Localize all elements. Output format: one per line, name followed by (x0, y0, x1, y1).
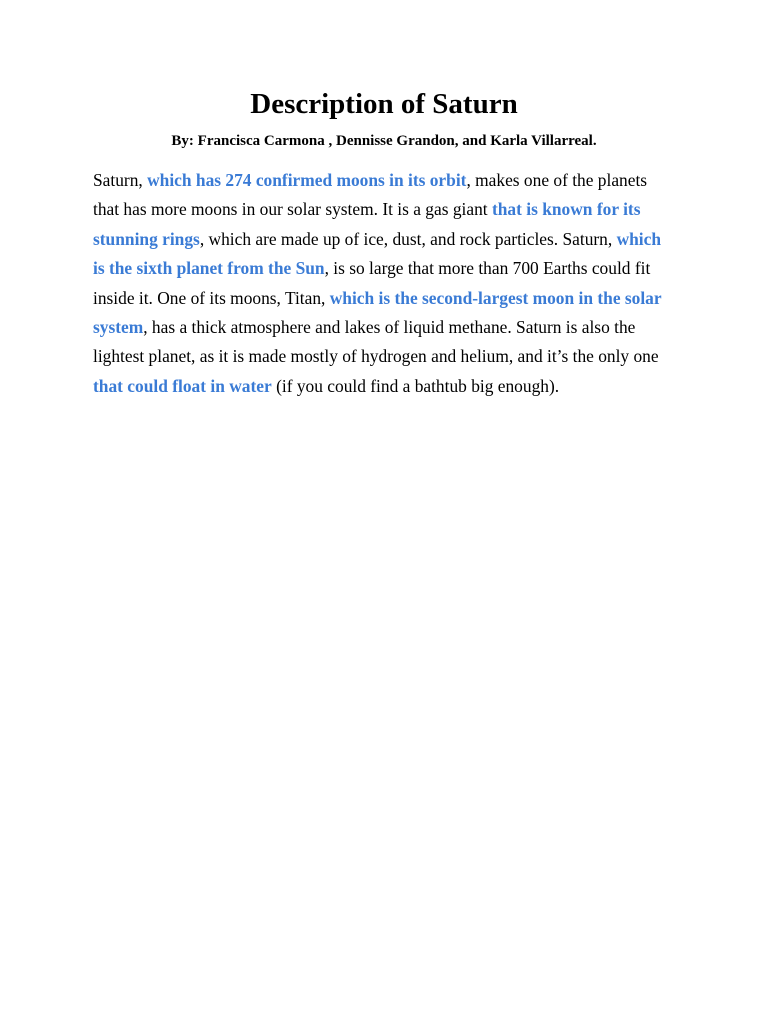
paragraph-text: , is so large that more than 700 Earths could fit inside it. One of its moons, Titan, (93, 258, 651, 308)
paragraph-text: Saturn, (93, 170, 148, 190)
highlighted-clause: which is the second-largest moon in the solar system (93, 287, 662, 338)
highlighted-clause: that is known for its stunning rings (93, 199, 641, 249)
highlighted-clause: which is the sixth planet from the Sun (93, 228, 662, 279)
highlighted-clause: which has 274 confirmed moons in its orbit (147, 170, 467, 190)
paragraph-text: , which are made up of ice, dust, and rock particles. Saturn, (199, 228, 617, 249)
paragraph-text: , makes one of the planets that has more moons in our solar system. It is a gas giant (93, 170, 648, 220)
document-title: Description of Saturn (250, 88, 518, 120)
paragraph-text: (if you could find a bathtub big enough). (271, 375, 560, 396)
author-byline: By: Francisca Carmona , Dennisse Grandon, and Karla Villarreal. (171, 133, 597, 149)
body-paragraph (93, 166, 675, 401)
paragraph-text: , has a thick atmosphere and lakes of liquid methane. Saturn is also the lightest planet, as it is made mostly of hydrogen and helium, and it’s the only one (93, 317, 659, 367)
highlighted-clause: that could float in water (93, 375, 272, 396)
